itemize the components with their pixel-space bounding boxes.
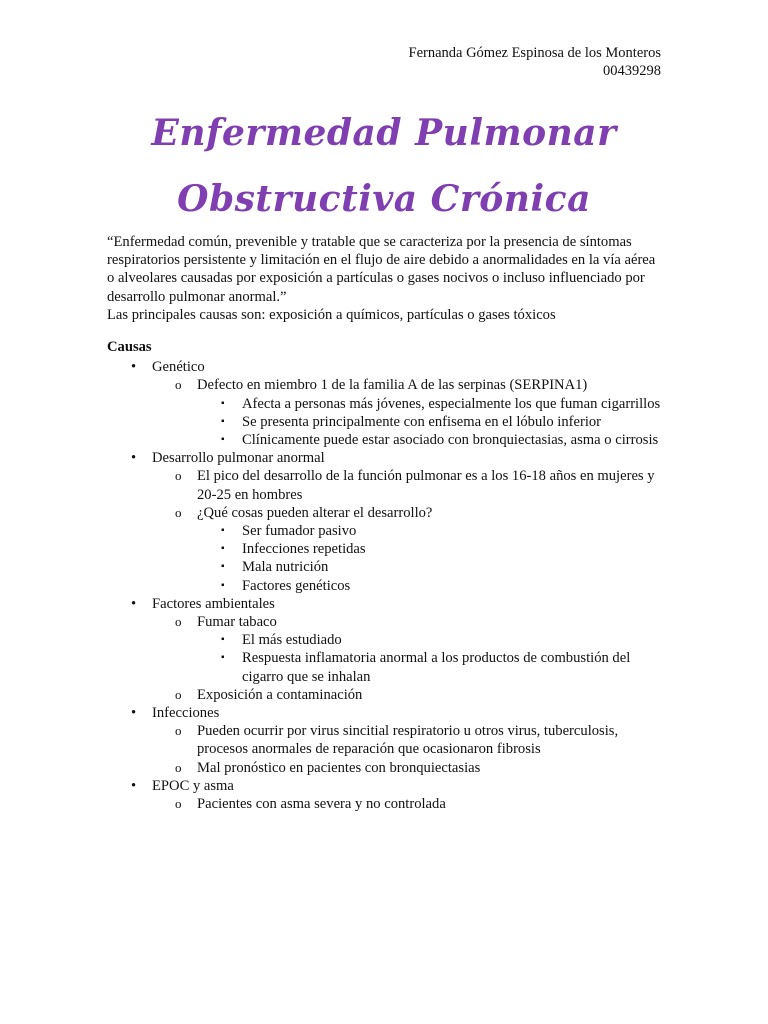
square-marker: ▪ xyxy=(221,652,225,664)
detail-label: Infecciones repetidas xyxy=(242,541,366,558)
detail-item xyxy=(197,577,667,595)
detail-item xyxy=(197,631,667,649)
cause-item xyxy=(107,704,667,777)
square-marker: ▪ xyxy=(221,415,225,427)
detail-label: Afecta a personas más jóvenes, especialmente los que fuman cigarrillos xyxy=(242,395,661,412)
bullet-marker: • xyxy=(131,777,137,794)
causes-section xyxy=(107,338,667,813)
causes-summary: Las principales causas son: exposición a químicos, partículas o gases tóxicos xyxy=(107,306,556,323)
sub-list xyxy=(152,795,667,813)
circle-marker: o xyxy=(175,759,182,775)
cause-item xyxy=(107,595,667,704)
sub-list xyxy=(152,467,667,594)
sub-item xyxy=(152,795,667,813)
detail-label: Mala nutrición xyxy=(242,559,329,576)
sub-item xyxy=(152,722,667,758)
detail-item xyxy=(197,395,667,413)
title-line-2: Obstructiva Crónica xyxy=(177,178,591,220)
sub-item xyxy=(152,376,667,449)
page-title xyxy=(0,100,768,232)
sub-item xyxy=(152,504,667,595)
causes-list xyxy=(107,358,667,813)
circle-marker: o xyxy=(175,723,182,739)
bullet-marker: • xyxy=(131,705,137,722)
sub-item-label: Defecto en miembro 1 de la familia A de las serpinas (SERPINA1) xyxy=(197,377,588,394)
detail-item xyxy=(197,649,667,685)
detail-label: Respuesta inflamatoria anormal a los productos de combustión del cigarro que se inhalan xyxy=(242,650,631,685)
circle-marker: o xyxy=(175,796,182,812)
cause-item xyxy=(107,449,667,595)
sub-list xyxy=(152,722,667,777)
square-marker: ▪ xyxy=(221,525,225,537)
detail-label: El más estudiado xyxy=(242,632,342,649)
cause-item xyxy=(107,358,667,449)
cause-item xyxy=(107,777,667,813)
causes-heading: Causas xyxy=(107,339,152,355)
bullet-marker: • xyxy=(131,595,137,612)
detail-item xyxy=(197,413,667,431)
detail-label: Factores genéticos xyxy=(242,577,351,594)
sub-item-label: Pueden ocurrir por virus sincitial respiratorio u otros virus, tuberculosis, procesos anormales de reparación que ocasionaron fibrosis xyxy=(197,723,619,758)
detail-item xyxy=(197,431,667,449)
detail-label: Ser fumador pasivo xyxy=(242,523,357,540)
circle-marker: o xyxy=(175,686,182,702)
cause-label: EPOC y asma xyxy=(152,777,234,794)
sub-item-label: Pacientes con asma severa y no controlada xyxy=(197,796,446,813)
square-marker: ▪ xyxy=(221,397,225,409)
sub-item-label: El pico del desarrollo de la función pulmonar es a los 16-18 años en mujeres y 20-25 en hombres xyxy=(197,468,655,503)
sub-item-label: ¿Qué cosas pueden alterar el desarrollo? xyxy=(197,504,433,521)
sub-item xyxy=(152,467,667,503)
cause-label: Factores ambientales xyxy=(152,595,275,612)
student-id: 00439298 xyxy=(603,63,661,79)
circle-marker: o xyxy=(175,377,182,393)
sub-list xyxy=(152,376,667,449)
author-header xyxy=(409,44,662,80)
circle-marker: o xyxy=(175,468,182,484)
detail-item xyxy=(197,558,667,576)
square-marker: ▪ xyxy=(221,634,225,646)
detail-list xyxy=(197,522,667,595)
cause-label: Genético xyxy=(152,359,205,376)
intro-section xyxy=(107,233,662,324)
detail-item xyxy=(197,522,667,540)
sub-list xyxy=(152,613,667,704)
detail-list xyxy=(197,395,667,450)
cause-label: Desarrollo pulmonar anormal xyxy=(152,450,325,467)
sub-item xyxy=(152,759,667,777)
title-line-1: Enfermedad Pulmonar xyxy=(151,112,617,154)
bullet-marker: • xyxy=(131,359,137,376)
bullet-marker: • xyxy=(131,450,137,467)
square-marker: ▪ xyxy=(221,434,225,446)
square-marker: ▪ xyxy=(221,561,225,573)
detail-label: Clínicamente puede estar asociado con bronquiectasias, asma o cirrosis xyxy=(242,432,659,449)
detail-list xyxy=(197,631,667,686)
sub-item-label: Exposición a contaminación xyxy=(197,686,363,703)
circle-marker: o xyxy=(175,614,182,630)
author-name: Fernanda Gómez Espinosa de los Monteros xyxy=(408,45,661,61)
detail-item xyxy=(197,540,667,558)
cause-label: Infecciones xyxy=(152,705,220,722)
sub-item-label: Fumar tabaco xyxy=(197,614,277,631)
sub-item xyxy=(152,613,667,686)
sub-item xyxy=(152,686,667,704)
definition-quote: “Enfermedad común, prevenible y tratable que se caracteriza por la presencia de síntomas respiratorios persistente y limitación en el flujo de aire debido a anormalidades en la vía aérea o alveolares causadas por exposición a partículas o gases nocivos o incluso influenciado por desarrollo pulmonar anormal.” xyxy=(107,234,656,305)
square-marker: ▪ xyxy=(221,579,225,591)
square-marker: ▪ xyxy=(221,543,225,555)
circle-marker: o xyxy=(175,504,182,520)
detail-label: Se presenta principalmente con enfisema en el lóbulo inferior xyxy=(242,413,602,430)
sub-item-label: Mal pronóstico en pacientes con bronquiectasias xyxy=(197,759,481,776)
